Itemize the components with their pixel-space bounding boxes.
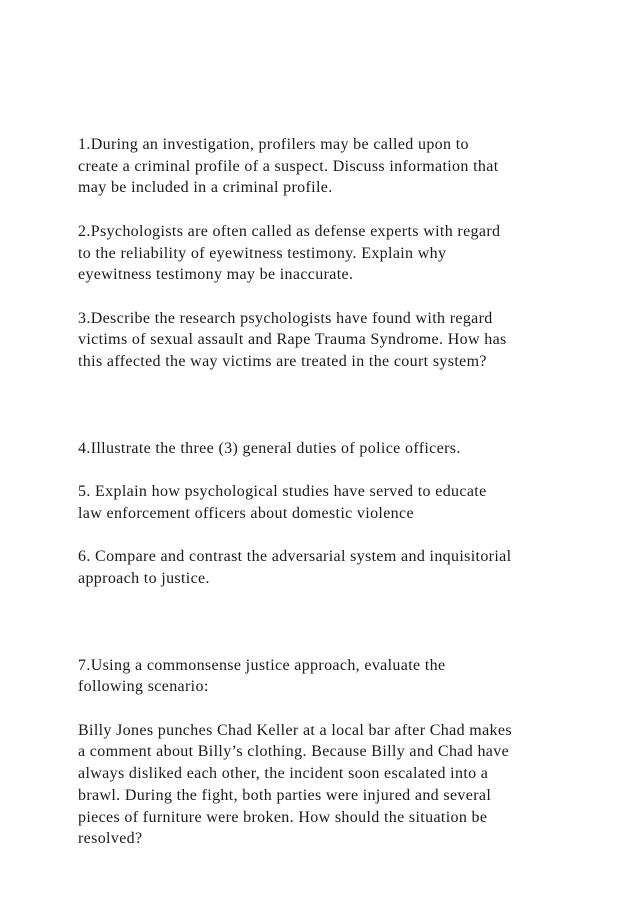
question-2 <box>78 221 578 286</box>
scenario <box>78 720 578 850</box>
question-2-line-3: eyewitness testimony may be inaccurate. <box>78 266 354 284</box>
question-1-line-2: create a criminal profile of a suspect. Discuss information that <box>78 157 499 175</box>
question-1-line-1: 1.During an investigation, profilers may be called upon to <box>78 136 469 153</box>
paragraph-gap <box>78 199 578 221</box>
question-5-line-2: law enforcement officers about domestic violence <box>78 504 414 522</box>
question-7 <box>78 655 578 698</box>
question-2-line-1: 2.Psychologists are often called as defense experts with regard <box>78 222 501 240</box>
question-5-line-1: 5. Explain how psychological studies have served to educate <box>78 483 487 501</box>
question-7-line-2: following scenario: <box>78 678 209 696</box>
scenario-line-6: resolved? <box>78 830 143 848</box>
question-7-line-1: 7.Using a commonsense justice approach, evaluate the <box>78 656 446 674</box>
question-4 <box>78 438 578 460</box>
document-body <box>78 134 578 850</box>
paragraph-gap <box>78 286 578 308</box>
scenario-line-5: pieces of furniture were broken. How should the situation be <box>78 808 488 826</box>
question-1-line-3: may be included in a criminal profile. <box>78 179 333 197</box>
section-gap <box>78 590 578 655</box>
scenario-line-4: brawl. During the fight, both parties were injured and several <box>78 786 492 804</box>
question-3 <box>78 308 578 373</box>
section-gap <box>78 373 578 438</box>
question-3-line-2: victims of sexual assault and Rape Trauma Syndrome. How has <box>78 331 507 349</box>
question-1 <box>78 134 578 199</box>
question-3-line-3: this affected the way victims are treated in the court system? <box>78 353 487 370</box>
question-3-line-1: 3.Describe the research psychologists have found with regard <box>78 309 493 327</box>
question-4-line-1: 4.Illustrate the three (3) general duties of police officers. <box>78 439 461 457</box>
question-6 <box>78 546 578 589</box>
paragraph-gap <box>78 525 578 547</box>
question-6-line-2: approach to justice. <box>78 569 210 587</box>
scenario-line-1: Billy Jones punches Chad Keller at a local bar after Chad makes <box>78 721 512 739</box>
question-6-line-1: 6. Compare and contrast the adversarial system and inquisitorial <box>78 548 512 566</box>
scenario-line-2: a comment about Billy’s clothing. Because Billy and Chad have <box>78 743 510 761</box>
scenario-line-3: always disliked each other, the incident soon escalated into a <box>78 765 489 783</box>
question-5 <box>78 481 578 524</box>
paragraph-gap <box>78 698 578 720</box>
paragraph-gap <box>78 459 578 481</box>
question-2-line-2: to the reliability of eyewitness testimony. Explain why <box>78 244 447 262</box>
